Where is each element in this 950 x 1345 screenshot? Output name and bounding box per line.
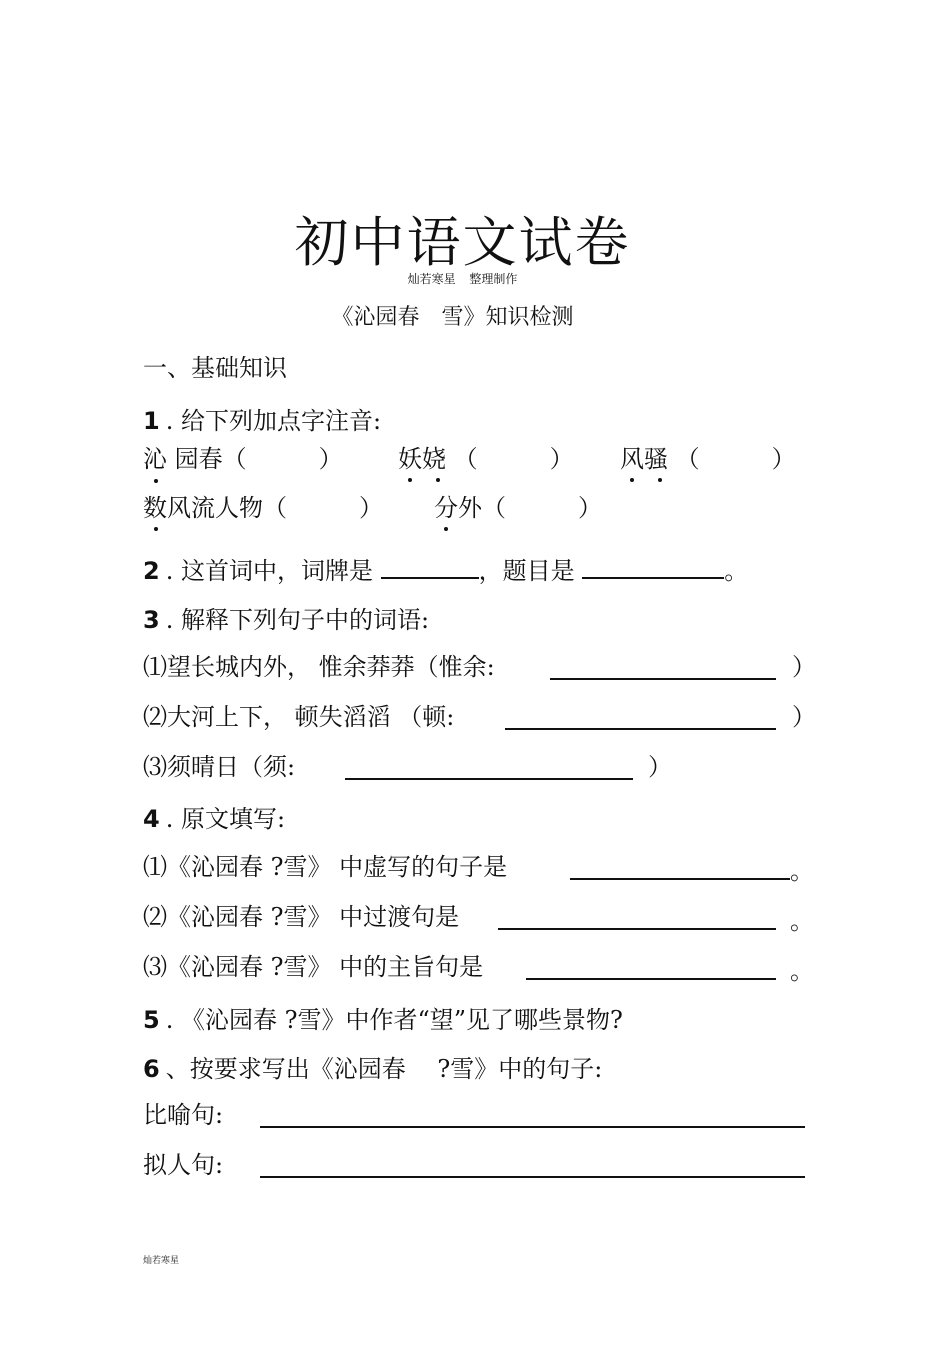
- answer-line[interactable]: [260, 1176, 805, 1178]
- question-number: 1: [143, 407, 160, 435]
- answer-blank[interactable]: [582, 557, 724, 579]
- pinyin-item: 妖娆 （ ）: [398, 445, 574, 473]
- question-number: 3: [143, 606, 160, 634]
- question-2: [143, 555, 748, 587]
- footer-credit: 灿若寒星: [143, 1256, 180, 1266]
- pinyin-item: 数风流人物（ ）: [143, 494, 383, 522]
- fill-item: ⑵《沁园春 ?雪》 中过渡句是: [143, 903, 460, 931]
- question-stem: . 给下列加点字注音:: [165, 407, 382, 435]
- question-3: [143, 604, 429, 636]
- answer-blank[interactable]: [498, 928, 776, 930]
- question-text: ，题目是: [478, 557, 583, 585]
- emphasis-dot: [408, 478, 412, 482]
- close-paren: ）: [648, 753, 672, 781]
- pinyin-item: 风骚 （ ）: [620, 445, 796, 473]
- period: 。: [790, 907, 814, 935]
- period: 。: [790, 857, 814, 885]
- answer-line[interactable]: [260, 1126, 805, 1128]
- question-4: [143, 803, 285, 835]
- period: 。: [790, 957, 814, 985]
- pinyin-item: 分外（ ）: [434, 494, 602, 522]
- page-title: 初中语文试卷: [294, 211, 631, 274]
- question-stem: . 解释下列句子中的词语:: [165, 606, 430, 634]
- question-number: 2: [143, 557, 160, 585]
- answer-blank[interactable]: [345, 778, 633, 780]
- definition-item: ⑶须晴日（须:: [143, 753, 296, 781]
- question-text: 。: [724, 557, 749, 585]
- answer-blank[interactable]: [381, 557, 479, 579]
- question-5: [143, 1004, 623, 1036]
- sentence-type-label: 比喻句:: [143, 1101, 224, 1129]
- section-heading: 一、基础知识: [143, 354, 287, 382]
- emphasis-dot: [630, 478, 634, 482]
- question-number: 6: [143, 1055, 160, 1083]
- question-number: 4: [143, 805, 160, 833]
- emphasis-dot: [154, 527, 158, 531]
- question-number: 5: [143, 1006, 160, 1034]
- pinyin-item: 沁 园春（ ）: [143, 445, 343, 473]
- emphasis-dot: [436, 478, 440, 482]
- answer-blank[interactable]: [550, 678, 776, 680]
- sentence-type-label: 拟人句:: [143, 1151, 224, 1179]
- answer-blank[interactable]: [505, 728, 776, 730]
- question-1: [143, 405, 381, 437]
- question-text: . 《沁园春 ?雪》中作者“望”见了哪些景物?: [165, 1006, 623, 1034]
- definition-item: ⑴望长城内外， 惟余莽莽（惟余:: [143, 653, 495, 681]
- fill-item: ⑴《沁园春 ?雪》 中虚写的句子是: [143, 853, 508, 881]
- fill-item: ⑶《沁园春 ?雪》 中的主旨句是: [143, 953, 484, 981]
- question-6: [143, 1053, 602, 1085]
- answer-blank[interactable]: [570, 878, 790, 880]
- emphasis-dot: [154, 479, 158, 483]
- quiz-subtitle: 《沁园春 雪》知识检测: [331, 305, 574, 330]
- emphasis-dot: [658, 478, 662, 482]
- emphasis-dot: [444, 527, 448, 531]
- definition-item: ⑵大河上下， 顿失滔滔 （顿:: [143, 703, 455, 731]
- answer-blank[interactable]: [526, 978, 776, 980]
- question-stem: . 原文填写:: [165, 805, 286, 833]
- credit-line: 灿若寒星 整理制作: [407, 272, 518, 286]
- question-stem: 、按要求写出《沁园春 ?雪》中的句子:: [165, 1055, 603, 1083]
- close-paren: ）: [792, 653, 816, 681]
- close-paren: ）: [792, 703, 816, 731]
- question-text: . 这首词中，词牌是: [165, 557, 381, 585]
